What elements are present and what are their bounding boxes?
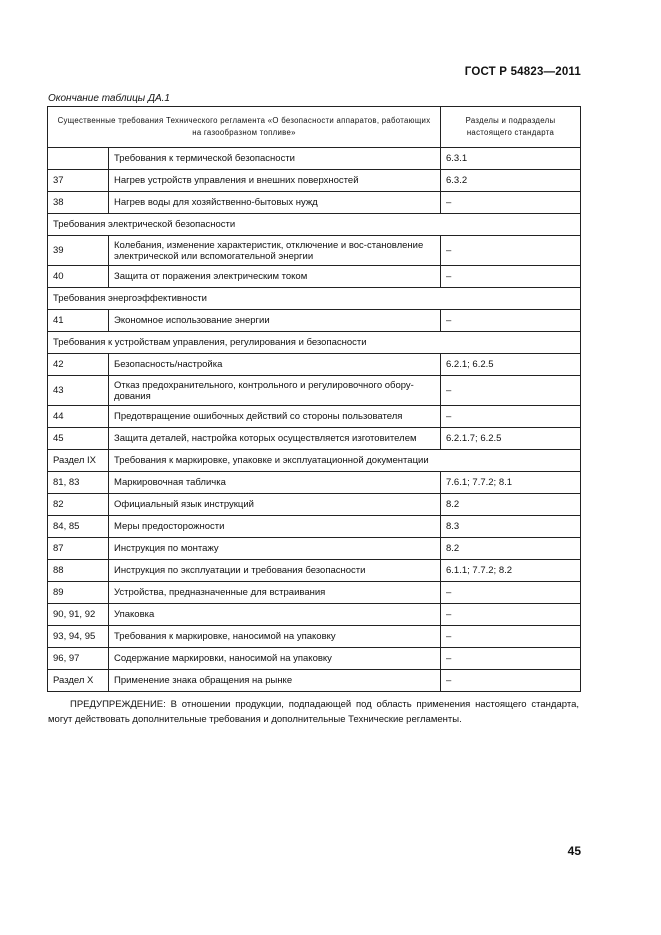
standard-reference: –	[441, 582, 581, 604]
standard-reference: 6.1.1; 7.7.2; 8.2	[441, 560, 581, 582]
requirement-text: Инструкция по эксплуатации и требования безопасности	[109, 560, 441, 582]
table-body	[48, 148, 581, 692]
item-number	[48, 148, 109, 170]
table-row	[48, 472, 581, 494]
item-number: 39	[48, 236, 109, 266]
table-row	[48, 192, 581, 214]
item-number: 40	[48, 266, 109, 288]
item-number: 87	[48, 538, 109, 560]
table-row	[48, 428, 581, 450]
standard-reference: –	[441, 310, 581, 332]
requirement-text: Нагрев воды для хозяйственно-бытовых нужд	[109, 192, 441, 214]
requirement-text: Официальный язык инструкций	[109, 494, 441, 516]
table-row	[48, 560, 581, 582]
requirement-text: Нагрев устройств управления и внешних поверхностей	[109, 170, 441, 192]
requirement-text: Маркировочная табличка	[109, 472, 441, 494]
standard-reference: 6.2.1.7; 6.2.5	[441, 428, 581, 450]
table-row	[48, 236, 581, 266]
item-number: 89	[48, 582, 109, 604]
item-number: 82	[48, 494, 109, 516]
table-row	[48, 148, 581, 170]
table-row	[48, 450, 581, 472]
standard-reference: 6.3.1	[441, 148, 581, 170]
table-row	[48, 582, 581, 604]
document-id: ГОСТ Р 54823—2011	[464, 66, 581, 78]
requirement-text: Защита деталей, настройка которых осуществляется изготовителем	[109, 428, 441, 450]
standard-reference: –	[441, 604, 581, 626]
table-row	[48, 310, 581, 332]
table-row	[48, 376, 581, 406]
standard-reference: –	[441, 376, 581, 406]
requirement-text: Инструкция по монтажу	[109, 538, 441, 560]
warning-text: ПРЕДУПРЕЖДЕНИЕ: В отношении продукции, подпадающей под область применения настоящего стандарта, могут действовать дополнительные требования и дополнительные Технические регламенты.	[48, 699, 579, 725]
table-row	[48, 494, 581, 516]
requirement-text: Применение знака обращения на рынке	[109, 670, 441, 692]
section-row	[48, 288, 581, 310]
table-row	[48, 406, 581, 428]
item-number: 37	[48, 170, 109, 192]
standard-reference: 8.2	[441, 494, 581, 516]
section-title: Требования к устройствам управления, регулирования и безопасности	[48, 332, 581, 354]
item-number: 41	[48, 310, 109, 332]
item-number: 93, 94, 95	[48, 626, 109, 648]
requirement-text: Требования к маркировке, упаковке и эксплуатационной документации	[109, 450, 581, 472]
standard-reference: –	[441, 648, 581, 670]
requirement-text: Требования к маркировке, наносимой на упаковку	[109, 626, 441, 648]
standard-reference: 7.6.1; 7.7.2; 8.1	[441, 472, 581, 494]
section-row	[48, 214, 581, 236]
table-row	[48, 626, 581, 648]
header-requirements: Существенные требования Технического регламента «О безопасности аппаратов, работающих на газообразном топливе»	[48, 107, 441, 148]
standard-reference: –	[441, 236, 581, 266]
requirements-table	[47, 106, 581, 692]
table-row	[48, 516, 581, 538]
standard-reference: –	[441, 192, 581, 214]
requirement-text: Защита от поражения электрическим током	[109, 266, 441, 288]
item-number: 45	[48, 428, 109, 450]
requirement-text: Упаковка	[109, 604, 441, 626]
requirement-text: Устройства, предназначенные для встраивания	[109, 582, 441, 604]
requirement-text: Требования к термической безопасности	[109, 148, 441, 170]
requirement-text: Содержание маркировки, наносимой на упаковку	[109, 648, 441, 670]
table-row	[48, 648, 581, 670]
item-number: 96, 97	[48, 648, 109, 670]
table-row	[48, 354, 581, 376]
table-row	[48, 604, 581, 626]
requirement-text: Предотвращение ошибочных действий со стороны пользователя	[109, 406, 441, 428]
item-number: 90, 91, 92	[48, 604, 109, 626]
item-number: 44	[48, 406, 109, 428]
section-row	[48, 332, 581, 354]
warning-note	[48, 697, 579, 727]
standard-reference: –	[441, 406, 581, 428]
standard-reference: 8.2	[441, 538, 581, 560]
table-header-row	[48, 107, 581, 148]
table-row	[48, 670, 581, 692]
table-row	[48, 266, 581, 288]
table-caption: Окончание таблицы ДА.1	[48, 93, 170, 104]
section-title: Требования энергоэффективности	[48, 288, 581, 310]
item-number: Раздел X	[48, 670, 109, 692]
item-number: Раздел IX	[48, 450, 109, 472]
requirement-text: Колебания, изменение характеристик, отключение и вос-становление электрической или вспомогательной энергии	[109, 236, 441, 266]
item-number: 38	[48, 192, 109, 214]
requirement-text: Отказ предохранительного, контрольного и регулировочного обору-дования	[109, 376, 441, 406]
item-number: 84, 85	[48, 516, 109, 538]
item-number: 88	[48, 560, 109, 582]
standard-reference: 6.3.2	[441, 170, 581, 192]
table-row	[48, 538, 581, 560]
item-number: 43	[48, 376, 109, 406]
requirement-text: Меры предосторожности	[109, 516, 441, 538]
standard-reference: –	[441, 626, 581, 648]
standard-reference: 8.3	[441, 516, 581, 538]
page-number: 45	[567, 844, 581, 858]
requirement-text: Экономное использование энергии	[109, 310, 441, 332]
header-sections: Разделы и подразделы настоящего стандарта	[441, 107, 581, 148]
section-title: Требования электрической безопасности	[48, 214, 581, 236]
standard-reference: –	[441, 670, 581, 692]
item-number: 42	[48, 354, 109, 376]
standard-reference: 6.2.1; 6.2.5	[441, 354, 581, 376]
requirement-text: Безопасность/настройка	[109, 354, 441, 376]
item-number: 81, 83	[48, 472, 109, 494]
table-row	[48, 170, 581, 192]
standard-reference: –	[441, 266, 581, 288]
